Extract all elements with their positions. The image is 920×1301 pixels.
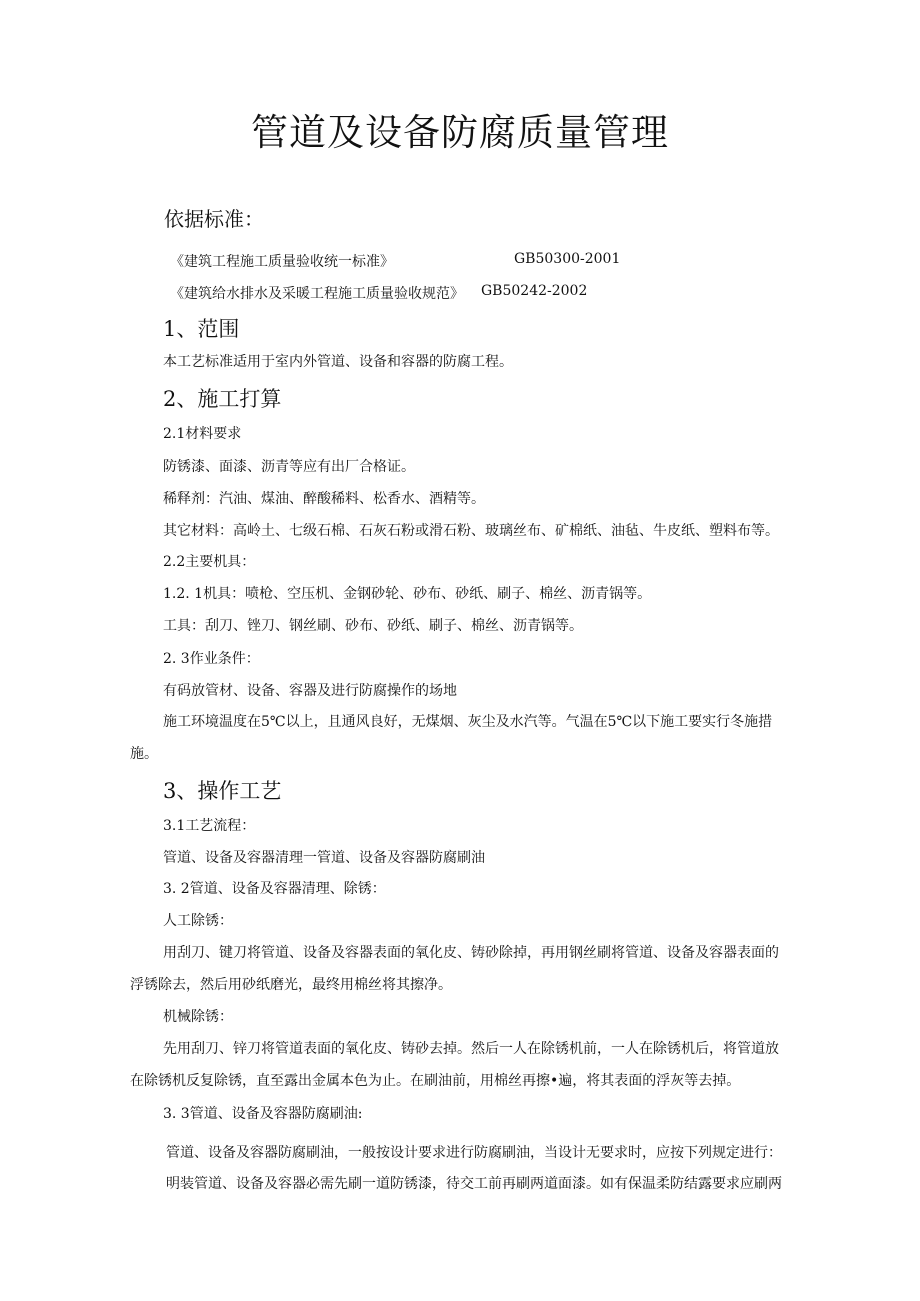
reference-code-1: GB50300-2001 bbox=[514, 251, 621, 267]
paragraph: 其它材料：高岭土、七级石棉、石灰石粉或滑石粉、玻璃丝布、矿棉纸、油毡、牛皮纸、塑料布等。 bbox=[163, 523, 779, 539]
machine-rust-removal-heading: 机械除锈： bbox=[163, 1009, 233, 1025]
paragraph-line: 施工环境温度在5℃以上，且通风良好，无煤烟、灰尘及水汽等。气温在5℃以下施工要实行冬施措 bbox=[163, 714, 773, 730]
paragraph: 工具：刮刀、锉刀、钢丝刷、砂布、砂纸、刷子、棉丝、沥青锅等。 bbox=[163, 618, 583, 634]
page-title: 管道及设备防腐质量管理 bbox=[251, 111, 669, 154]
basis-heading: 依据标准： bbox=[164, 207, 264, 231]
section-3-heading: 3、操作工艺 bbox=[163, 779, 282, 803]
reference-name-2: 《建筑给水排水及采暖工程施工质量验收规范》 bbox=[170, 286, 464, 302]
manual-rust-removal-heading: 人工除锈： bbox=[163, 913, 233, 929]
reference-code-2: GB50242-2002 bbox=[481, 283, 588, 299]
paragraph-line: 先用刮刀、锌刀将管道表面的氧化皮、铸砂去掉。然后一人在除锈机前，一人在除锈机后，将管道放 bbox=[163, 1041, 779, 1057]
paragraph-line: 施。 bbox=[130, 746, 158, 762]
paragraph: 管道、设备及容器清理一管道、设备及容器防腐刷油 bbox=[163, 850, 485, 866]
section-2-heading: 2、施工打算 bbox=[163, 387, 282, 411]
subsection-3-2: 3. 2管道、设备及容器清理、除锈： bbox=[163, 881, 386, 897]
subsection-3-1: 3.1工艺流程： bbox=[163, 818, 256, 834]
paragraph: 1.2. 1机具：喷枪、空压机、金钢砂轮、砂布、砂纸、刷子、棉丝、沥青锅等。 bbox=[163, 586, 652, 602]
reference-name-1: 《建筑工程施工质量验收统一标准》 bbox=[170, 254, 394, 270]
paragraph-line: 浮锈除去，然后用砂纸磨光，最终用棉丝将其擦净。 bbox=[130, 977, 452, 993]
subsection-3-3: 3. 3管道、设备及容器防腐刷油: bbox=[163, 1106, 363, 1122]
section-1-heading: 1、范围 bbox=[163, 317, 240, 341]
paragraph: 防锈漆、面漆、沥青等应有出厂合格证。 bbox=[163, 459, 415, 475]
paragraph-line: 在除锈机反复除锈，直至露出金属本色为止。在刷油前，用棉丝再擦•遍，将其表面的浮灰等去掉。 bbox=[130, 1073, 741, 1089]
section-1-text: 本工艺标准适用于室内外管道、设备和容器的防腐工程。 bbox=[163, 354, 513, 370]
paragraph: 稀释剂：汽油、煤油、醉酸稀料、松香水、酒精等。 bbox=[163, 491, 485, 507]
paragraph-line: 用刮刀、键刀将管道、设备及容器表面的氧化皮、铸砂除掉，再用钢丝刷将管道、设备及容器表面的 bbox=[163, 945, 779, 961]
subsection-2-2: 2.2主要机具： bbox=[163, 554, 256, 570]
subsection-2-1: 2.1材料要求 bbox=[163, 426, 242, 442]
paragraph: 管道、设备及容器防腐刷油，一般按设计要求进行防腐刷油，当设计无要求时，应按下列规定进行： bbox=[166, 1145, 782, 1161]
subsection-2-3: 2. 3作业条件： bbox=[163, 651, 260, 667]
paragraph-line: 明装管道、设备及容器必需先刷一道防锈漆，待交工前再刷两道面漆。如有保温柔防结露要求应刷两 bbox=[166, 1176, 782, 1192]
paragraph: 有码放管材、设备、容器及进行防腐操作的场地 bbox=[163, 683, 457, 699]
